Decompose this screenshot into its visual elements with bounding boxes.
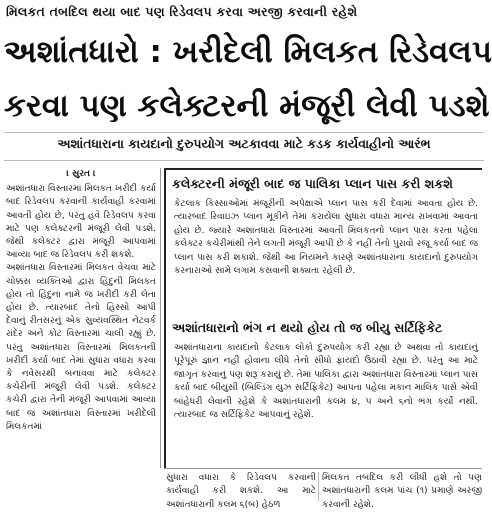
bottom-column-1: સુધારા વધારા કે રિડેવલપ કરવાની કાર્યવાહી કરી શકશે. આ માટે અશાંતધારાની કલમ ૬(બ) હેઠળ bbox=[166, 473, 316, 510]
bottom-column-divider bbox=[318, 472, 319, 501]
headline-rule bbox=[4, 132, 484, 133]
dateline: । સુરત । bbox=[66, 169, 96, 179]
box-body-bu-certificate: અશાંતધારાના કાયદાનો કેટલાક લોકો દુરુપયોગ કરી રહ્યા છે અથવા તો કાયદાનું પૂરેપૂરું જ્ઞાન નહીં હોવાના લીધે તેનો સીધો ફાયદો ઉઠાવી રહ્યા છે. પરંતુ આ માટે જાગૃત કરવાનું પણ શરૂ કરાયું છે. તેમાં પાલિકા દ્વારા અશાંતધારા વિસ્તારમાં પ્લાન પાસ કર્યા બાદ બીયુસી (બિલ્ડિંગ યુઝ સર્ટિફિકેટ) આપતા પહેલા મકાન માલિક પાસે એવી બાંહેધરી લેવાની રહેશે કે અશાંતધારાની કલમ ૪, ૫ અને ૬નો ભંગ કર્યો નથી. ત્યારબાદ જ સર્ટિફિકેટ આપવાનું રહેશે. bbox=[174, 343, 478, 421]
column-divider bbox=[160, 168, 161, 468]
box-body-collector-approval: કેટલાક કિસ્સાઓમાં મંજૂરીની અપેક્ષાએ પ્લાન પાસ કરી દેવામાં આવતા હોય છે. ત્યારબાદ રિવાઇઝ પ્લાન મૂકીને તેમાં કરાયેલા સુધારા વધારા માન્ય રાખવામાં આવતા હોય છે. જ્યારે અશાંતધારા વિસ્તારમાં આવતી મિલકતનો પ્લાન પાસ કરતા પહેલા કલેક્ટર કચેરીમાંથી તેને લગતી મંજૂરી આપી છે કે નહીં તેનો પુરાવો રજૂ કર્યા બાદ જ પ્લાન પાસ કરી શકાશે. જેથી આ નિયમને કારણે અશાંતધારાના કાયદાનો દુરુપયોગ કરનારાઓ સામે લગામ કસવાની શક્યતા રહેલી છે. bbox=[174, 199, 478, 277]
left-paragraph-2: અશાંતધારા વિસ્તારમાં મિલકત વેચવા માટે ચોક્કસ વ્યક્તિઓ દ્વારા હિંદુની મિલકત હોય તો હિંદુના નામે જ ખરીદી કરી લેતા હોય છે. ત્યારબાદ તેનો હિસ્સો આપી દેવાનું રીતસરનું એક સુવ્યવસ્થિત નેટવર્ક રાંદેર અને કોટ વિસ્તારમાં ચાલી રહ્યું છે. પરંતુ અશાંતધારા વિસ્તારમાં મિલકતની ખરીદી કર્યા બાદ તેમાં સુધારા વધારા કરવા કે નવેસરથી બનાવવા માટે કલેક્ટર કચેરીની મંજૂરી લેવી પડશે. કલેક્ટર કચેરી દ્વારા તેની મંજૂરી આપવામાં આવ્યા બાદ જ અશાંતધારા વિસ્તારમાં ખરીદેલી મિલકતમાં bbox=[6, 263, 156, 432]
kicker-line: મિલકત તબદિલ થયા બાદ પણ રિડેવલપ કરવા અરજી કરવાની રહેશે bbox=[6, 4, 358, 19]
box-title-bu-certificate: અશાંતધારાનો ભંગ ન થયો હોય તો જ બીયુ સર્ટિફિકેટ bbox=[172, 320, 443, 335]
subhead-rule bbox=[4, 160, 484, 161]
bottom-rule bbox=[164, 468, 482, 469]
box-title-collector-approval: કલેક્ટરની મંજૂરી બાદ જ પાલિકા પ્લાન પાસ કરી શકશે bbox=[172, 176, 453, 191]
bottom-column-2: મિલકત તબદિલ કરી લીધી હશે તો પણ અશાંતધારાની કલમ પાંચ (૧) પ્રમાણે અરજી કરવાની રહેશે. bbox=[322, 473, 482, 510]
left-paragraph-1: અશાંતધારા વિસ્તારમાં મિલકત ખરીદી કર્યા બાદ રિડેવલપ કરવાની કાર્યવાહી કરવામાં આવતી હોય છે, પરંતુ હવે રિડેવલપ કરવા માટે પણ કલેક્ટરની મંજૂરી લેવી પડશે. જેથી કલેક્ટર દ્વારા મંજૂરી આપવામાં આવ્યા બાદ જ રિડેવલપ કરી શકશે. bbox=[6, 184, 156, 261]
subheadline: અશાંતધારાના કાયદાનો દુરુપયોગ અટકાવવા માટે કડક કાર્યવાહીનો આરંભ bbox=[57, 136, 431, 151]
left-column bbox=[6, 168, 156, 501]
headline-line-2: કરવા પણ કલેક્ટરની મંજૂરી લેવી પડશે bbox=[4, 88, 490, 124]
headline-line-1: અશાંતધારો : ખરીદેલી મિલકત રિડેવલપ bbox=[4, 34, 492, 70]
info-box bbox=[164, 168, 482, 468]
